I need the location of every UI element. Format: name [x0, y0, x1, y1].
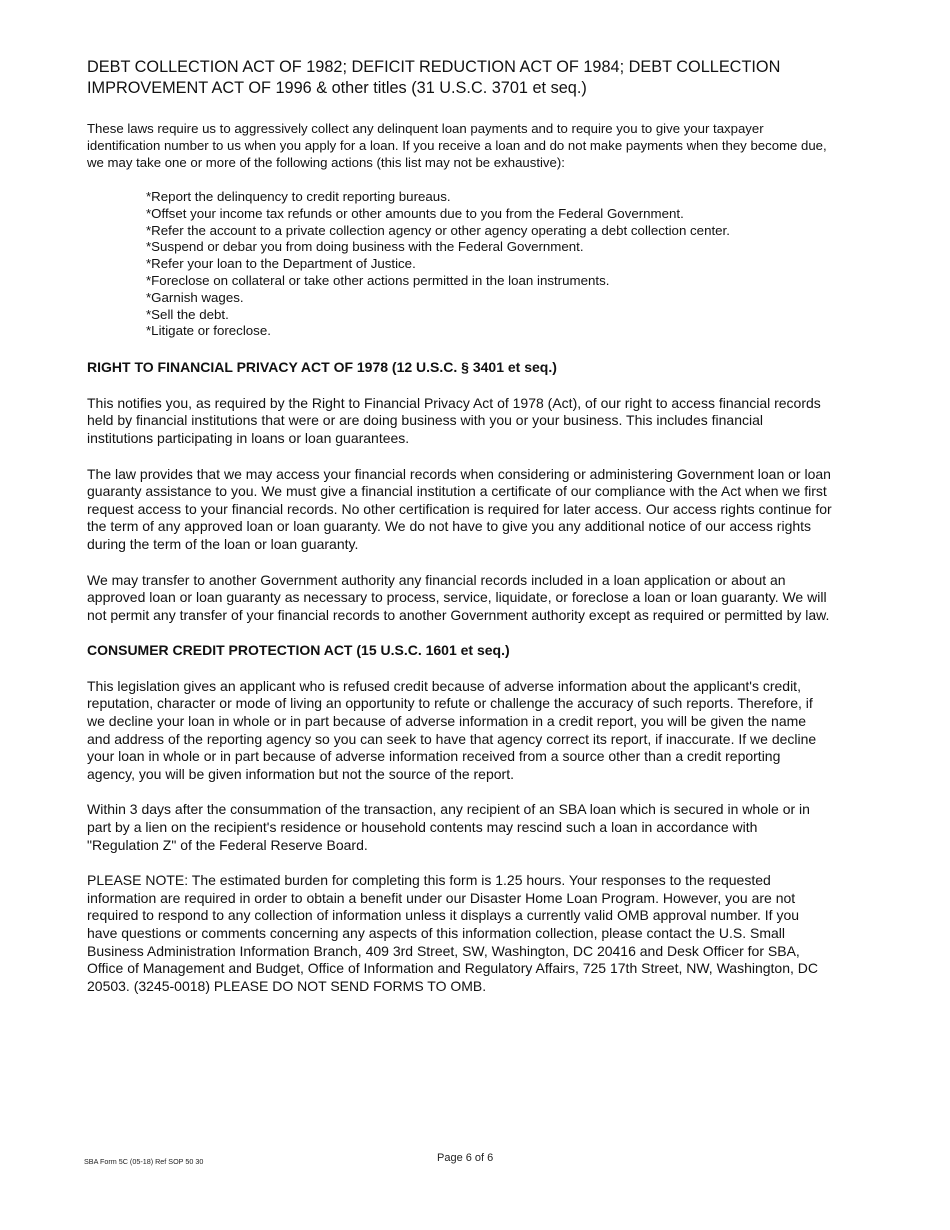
form-identifier: SBA Form 5C (05-18) Ref SOP 50 30 [84, 1157, 204, 1166]
intro-paragraph: These laws require us to aggressively collect any delinquent loan payments and to require you to give your taxpayer identification number to us when you apply for a loan. If you receive a loan and do not make payments when they become due, we may take one or more of the following actions (this list may not be exhaustive): [87, 121, 827, 170]
consumer-paragraph-2: Within 3 days after the consummation of the transaction, any recipient of an SBA loan which is secured in whole or in part by a lien on the recipient's residence or household contents may rescind such a loan in accordance with "Regulation Z" of the Federal Reserve Board. [87, 801, 810, 853]
privacy-paragraph-2: The law provides that we may access your financial records when considering or administering Government loan or loan guaranty assistance to you. We must give a financial institution a certificate of our compliance with the Act when we first request access to your financial records. No other certification is required for later access. Our access rights continue for the term of any approved loan or loan guaranty. We do not have to give you any additional notice of our access rights during the term of the loan or loan guaranty. [87, 465, 832, 552]
list-item: *Offset your income tax refunds or other amounts due to you from the Federal Government. [146, 205, 684, 221]
privacy-act-heading: RIGHT TO FINANCIAL PRIVACY ACT OF 1978 (12 U.S.C. § 3401 et seq.) [87, 359, 557, 376]
page-number: Page 6 of 6 [437, 1152, 494, 1164]
list-item: *Litigate or foreclose. [146, 323, 271, 339]
page-title: DEBT COLLECTION ACT OF 1982; DEFICIT REDUCTION ACT OF 1984; DEBT COLLECTION IMPROVEMENT ACT OF 1996 & other titles (31 U.S.C. 3701 et seq.) [87, 58, 781, 97]
list-item: *Foreclose on collateral or take other actions permitted in the loan instruments. [146, 272, 610, 288]
list-item: *Suspend or debar you from doing business with the Federal Government. [146, 239, 584, 255]
list-item: *Sell the debt. [146, 306, 229, 322]
burden-note: PLEASE NOTE: The estimated burden for completing this form is 1.25 hours. Your responses to the requested information are required in order to obtain a benefit under our Disaster Home Loan Program. However, you are not required to respond to any collection of information unless it displays a currently valid OMB approval number. If you have questions or comments concerning any aspects of this information collection, please contact the U.S. Small Business Administration Information Branch, 409 3rd Street, SW, Washington, DC 20416 and Desk Officer for SBA, Office of Management and Budget, Office of Information and Regulatory Affairs, 725 17th Street, NW, Washington, DC 20503. (3245-0018) PLEASE DO NOT SEND FORMS TO OMB. [87, 872, 818, 994]
privacy-paragraph-3: We may transfer to another Government authority any financial records included in a loan application or about an approved loan or loan guaranty as necessary to process, service, liquidate, or foreclose a loan or loan guaranty. We will not permit any transfer of your financial records to another Government authority except as required or permitted by law. [87, 571, 830, 623]
list-item: *Refer your loan to the Department of Justice. [146, 256, 416, 272]
document-body [87, 57, 832, 995]
consumer-paragraph-1: This legislation gives an applicant who is refused credit because of adverse information about the applicant's credit, reputation, character or mode of living an opportunity to refute or challenge the accuracy of such reports. Therefore, if we decline your loan in whole or in part because of adverse information in a credit report, you will be given the name and address of the reporting agency so you can seek to have that agency correct its report, if inaccurate. If we decline your loan in whole or in part because of adverse information received from a source other than a credit reporting agency, you will be given information but not the source of the report. [87, 677, 817, 782]
privacy-paragraph-1: This notifies you, as required by the Right to Financial Privacy Act of 1978 (Act), of our right to access financial records held by financial institutions that were or are doing business with you or your business. This includes financial institutions participating in loans or loan guarantees. [87, 394, 821, 446]
list-item: *Refer the account to a private collection agency or other agency operating a debt collection center. [146, 222, 730, 238]
actions-list [146, 189, 832, 340]
list-item: *Garnish wages. [146, 289, 244, 305]
list-item: *Report the delinquency to credit reporting bureaus. [146, 189, 451, 204]
consumer-credit-heading: CONSUMER CREDIT PROTECTION ACT (15 U.S.C. 1601 et seq.) [87, 642, 510, 659]
